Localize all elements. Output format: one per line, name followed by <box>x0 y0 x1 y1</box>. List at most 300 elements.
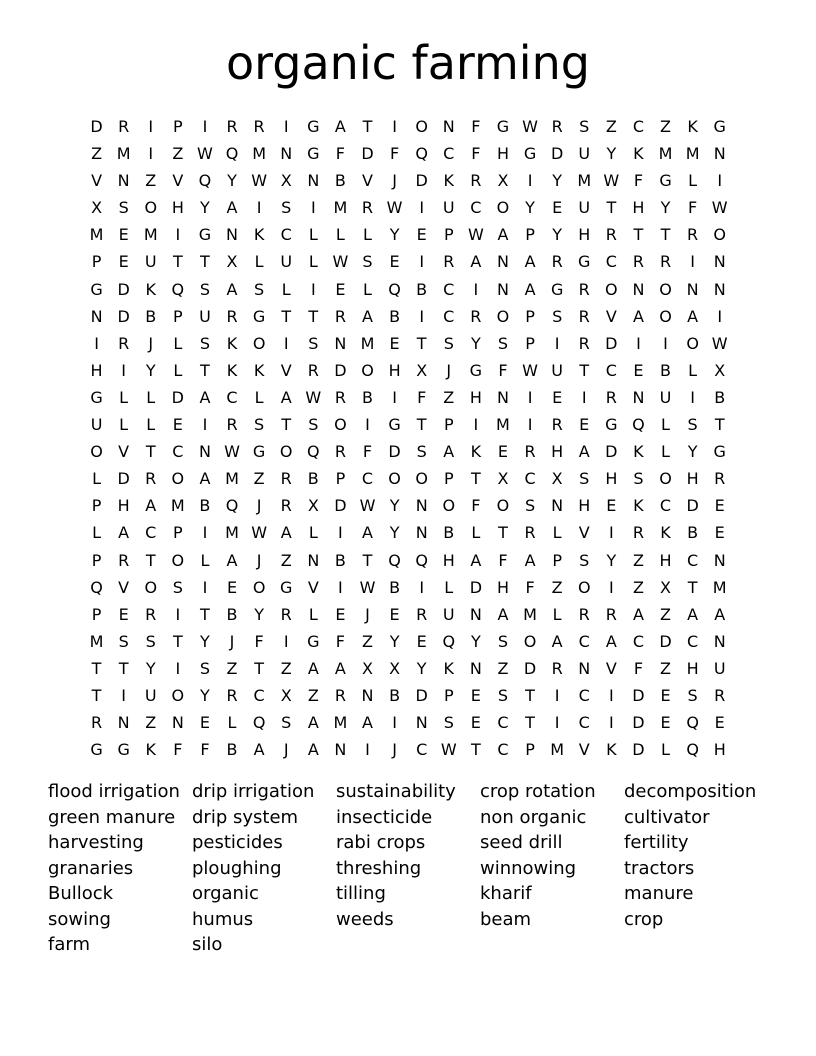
grid-letter[interactable]: J <box>229 631 235 651</box>
grid-letter[interactable]: U <box>199 306 211 326</box>
grid-letter[interactable]: G <box>713 117 726 136</box>
grid-letter[interactable]: M <box>143 225 158 245</box>
grid-letter[interactable]: L <box>200 550 210 570</box>
grid-letter[interactable]: F <box>498 360 508 380</box>
grid-letter[interactable]: T <box>416 333 427 353</box>
grid-letter[interactable]: Z <box>362 631 373 651</box>
grid-letter[interactable]: I <box>473 279 479 299</box>
grid-letter[interactable]: C <box>470 198 482 218</box>
grid-letter[interactable]: S <box>443 713 454 733</box>
grid-letter[interactable]: E <box>497 442 508 462</box>
grid-letter[interactable]: R <box>578 279 590 299</box>
grid-letter[interactable]: H <box>605 469 618 489</box>
grid-letter[interactable]: N <box>632 279 645 299</box>
grid-letter[interactable]: V <box>280 360 292 380</box>
grid-letter[interactable]: D <box>388 442 401 462</box>
grid-letter[interactable]: T <box>362 117 373 136</box>
grid-letter[interactable]: F <box>633 171 644 191</box>
grid-letter[interactable]: A <box>497 604 509 624</box>
grid-letter[interactable]: C <box>145 523 157 543</box>
grid-letter[interactable]: S <box>118 631 129 651</box>
grid-letter[interactable]: F <box>335 631 345 651</box>
grid-letter[interactable]: N <box>415 713 428 733</box>
grid-letter[interactable]: N <box>469 658 482 678</box>
grid-letter[interactable]: L <box>363 225 372 245</box>
grid-letter[interactable]: H <box>578 225 591 245</box>
grid-letter[interactable]: R <box>605 387 617 407</box>
grid-letter[interactable]: I <box>365 740 370 760</box>
grid-letter[interactable]: B <box>687 523 699 543</box>
grid-letter[interactable]: G <box>307 631 320 651</box>
grid-letter[interactable]: X <box>660 577 671 597</box>
grid-letter[interactable]: J <box>148 333 154 353</box>
grid-letter[interactable]: S <box>145 631 156 651</box>
grid-letter[interactable]: G <box>117 740 130 760</box>
grid-letter[interactable]: H <box>632 198 645 218</box>
grid-letter[interactable]: L <box>552 523 562 543</box>
grid-letter[interactable]: I <box>554 685 560 705</box>
grid-letter[interactable]: L <box>444 577 454 597</box>
grid-letter[interactable]: F <box>362 442 373 462</box>
grid-letter[interactable]: D <box>90 117 103 136</box>
grid-letter[interactable]: M <box>89 225 104 245</box>
grid-letter[interactable]: I <box>690 387 695 407</box>
grid-letter[interactable]: N <box>551 496 564 516</box>
grid-letter[interactable]: Y <box>145 658 156 678</box>
grid-letter[interactable]: J <box>283 740 289 760</box>
grid-letter[interactable]: M <box>712 577 727 597</box>
grid-letter[interactable]: U <box>144 685 157 705</box>
grid-letter[interactable]: I <box>121 360 126 380</box>
grid-letter[interactable]: O <box>279 442 293 462</box>
grid-letter[interactable]: B <box>714 387 726 407</box>
grid-letter[interactable]: G <box>90 740 103 760</box>
grid-letter[interactable]: R <box>226 306 238 326</box>
grid-letter[interactable]: I <box>365 415 370 435</box>
grid-letter[interactable]: L <box>254 387 264 407</box>
grid-letter[interactable]: S <box>199 333 210 353</box>
grid-letter[interactable]: S <box>416 442 427 462</box>
grid-letter[interactable]: A <box>145 496 157 516</box>
grid-letter[interactable]: T <box>281 306 292 326</box>
grid-letter[interactable]: A <box>226 279 238 299</box>
grid-letter[interactable]: C <box>687 631 699 651</box>
grid-letter[interactable]: Y <box>389 631 400 651</box>
grid-letter[interactable]: I <box>473 415 479 435</box>
grid-letter[interactable]: M <box>116 144 131 164</box>
grid-letter[interactable]: D <box>523 658 537 678</box>
grid-letter[interactable]: M <box>225 523 239 543</box>
grid-letter[interactable]: O <box>252 333 266 353</box>
grid-letter[interactable]: O <box>605 279 618 299</box>
grid-letter[interactable]: H <box>90 360 103 380</box>
grid-letter[interactable]: A <box>199 469 211 489</box>
grid-letter[interactable]: A <box>551 631 563 651</box>
grid-letter[interactable]: R <box>253 117 265 136</box>
grid-letter[interactable]: N <box>496 387 509 407</box>
grid-letter[interactable]: U <box>144 252 157 272</box>
grid-letter[interactable]: Z <box>605 117 617 136</box>
grid-letter[interactable]: F <box>525 577 535 597</box>
grid-letter[interactable]: O <box>523 631 537 651</box>
grid-letter[interactable]: O <box>144 577 158 597</box>
grid-letter[interactable]: A <box>470 252 482 272</box>
grid-letter[interactable]: W <box>332 252 349 272</box>
grid-letter[interactable]: X <box>280 685 292 705</box>
grid-letter[interactable]: X <box>416 360 428 380</box>
grid-letter[interactable]: I <box>717 306 723 326</box>
grid-letter[interactable]: L <box>308 252 318 272</box>
grid-letter[interactable]: T <box>525 713 535 733</box>
grid-letter[interactable]: C <box>497 713 509 733</box>
grid-letter[interactable]: Z <box>660 604 671 624</box>
grid-letter[interactable]: O <box>496 306 510 326</box>
grid-letter[interactable]: I <box>202 523 208 543</box>
grid-letter[interactable]: E <box>389 333 400 353</box>
grid-letter[interactable]: N <box>442 117 455 136</box>
grid-letter[interactable]: X <box>714 360 726 380</box>
grid-letter[interactable]: B <box>443 523 455 543</box>
grid-letter[interactable]: K <box>660 523 671 543</box>
grid-letter[interactable]: H <box>713 740 726 760</box>
grid-letter[interactable]: F <box>200 740 210 760</box>
grid-letter[interactable]: F <box>389 144 400 164</box>
grid-letter[interactable]: J <box>365 604 370 624</box>
grid-letter[interactable]: Z <box>632 577 644 597</box>
grid-letter[interactable]: A <box>714 604 726 624</box>
grid-letter[interactable]: I <box>527 415 533 435</box>
grid-letter[interactable]: A <box>280 523 292 543</box>
grid-letter[interactable]: K <box>226 360 238 380</box>
grid-letter[interactable]: W <box>522 117 538 136</box>
grid-letter[interactable]: V <box>307 577 319 597</box>
grid-letter[interactable]: Y <box>254 604 264 624</box>
grid-letter[interactable]: G <box>280 577 293 597</box>
grid-letter[interactable]: N <box>334 740 347 760</box>
grid-letter[interactable]: C <box>361 469 374 489</box>
grid-letter[interactable]: R <box>578 333 590 353</box>
grid-letter[interactable]: Z <box>443 387 455 407</box>
grid-letter[interactable]: I <box>175 225 181 245</box>
grid-letter[interactable]: H <box>388 360 401 380</box>
grid-letter[interactable]: D <box>659 631 672 651</box>
grid-letter[interactable]: G <box>252 306 266 326</box>
grid-letter[interactable]: S <box>199 279 210 299</box>
grid-letter[interactable]: W <box>522 360 538 380</box>
grid-letter[interactable]: U <box>442 198 455 218</box>
grid-letter[interactable]: F <box>335 144 345 164</box>
grid-letter[interactable]: T <box>714 415 725 435</box>
grid-letter[interactable]: Z <box>145 171 157 191</box>
grid-letter[interactable]: F <box>173 740 183 760</box>
grid-letter[interactable]: O <box>659 306 672 326</box>
grid-letter[interactable]: K <box>633 144 644 164</box>
grid-letter[interactable]: H <box>496 577 509 597</box>
grid-letter[interactable]: D <box>361 144 374 164</box>
grid-letter[interactable]: W <box>386 198 403 218</box>
grid-letter[interactable]: D <box>550 144 564 164</box>
grid-letter[interactable]: J <box>446 360 452 380</box>
grid-letter[interactable]: R <box>551 252 563 272</box>
grid-letter[interactable]: I <box>419 198 425 218</box>
grid-letter[interactable]: N <box>713 144 726 164</box>
grid-letter[interactable]: W <box>251 523 268 543</box>
grid-letter[interactable]: E <box>714 713 725 733</box>
grid-letter[interactable]: T <box>145 550 156 570</box>
grid-letter[interactable]: I <box>581 387 587 407</box>
grid-letter[interactable]: A <box>226 198 238 218</box>
grid-letter[interactable]: K <box>253 225 265 245</box>
grid-letter[interactable]: N <box>415 523 428 543</box>
grid-letter[interactable]: L <box>92 469 101 489</box>
grid-letter[interactable]: C <box>416 740 428 760</box>
grid-letter[interactable]: T <box>416 415 427 435</box>
grid-letter[interactable]: P <box>443 415 454 435</box>
grid-letter[interactable]: N <box>632 387 645 407</box>
grid-letter[interactable]: A <box>334 117 346 136</box>
grid-letter[interactable]: S <box>579 550 590 570</box>
grid-letter[interactable]: O <box>252 577 266 597</box>
grid-letter[interactable]: B <box>334 171 346 191</box>
grid-letter[interactable]: B <box>145 306 157 326</box>
grid-letter[interactable]: R <box>524 442 536 462</box>
grid-letter[interactable]: R <box>578 604 590 624</box>
grid-letter[interactable]: Z <box>145 713 157 733</box>
grid-letter[interactable]: H <box>117 496 130 516</box>
grid-letter[interactable]: T <box>660 225 671 245</box>
grid-letter[interactable]: T <box>145 442 156 462</box>
grid-letter[interactable]: Z <box>91 144 103 164</box>
grid-letter[interactable]: Y <box>200 631 210 651</box>
grid-letter[interactable]: O <box>496 198 510 218</box>
grid-letter[interactable]: S <box>281 198 292 218</box>
grid-letter[interactable]: O <box>442 496 456 516</box>
grid-letter[interactable]: T <box>172 631 183 651</box>
grid-letter[interactable]: I <box>527 171 533 191</box>
grid-letter[interactable]: B <box>389 306 401 326</box>
grid-letter[interactable]: D <box>117 306 130 326</box>
grid-letter[interactable]: A <box>362 523 373 543</box>
grid-letter[interactable]: I <box>148 144 154 164</box>
grid-letter[interactable]: U <box>90 415 103 435</box>
grid-letter[interactable]: E <box>660 685 671 705</box>
grid-letter[interactable]: O <box>334 415 347 435</box>
grid-letter[interactable]: C <box>443 144 455 164</box>
grid-letter[interactable]: E <box>470 685 481 705</box>
grid-letter[interactable]: I <box>419 306 425 326</box>
grid-letter[interactable]: L <box>173 333 183 353</box>
grid-letter[interactable]: O <box>713 225 726 245</box>
grid-letter[interactable]: I <box>256 198 262 218</box>
grid-letter[interactable]: H <box>551 442 564 462</box>
grid-letter[interactable]: O <box>388 469 401 489</box>
grid-letter[interactable]: Q <box>225 144 239 164</box>
grid-letter[interactable]: P <box>91 252 102 272</box>
grid-letter[interactable]: A <box>443 442 455 462</box>
grid-letter[interactable]: H <box>578 496 591 516</box>
grid-letter[interactable]: M <box>333 713 348 733</box>
grid-letter[interactable]: Q <box>388 550 401 570</box>
grid-letter[interactable]: E <box>470 713 481 733</box>
grid-letter[interactable]: T <box>254 658 264 678</box>
grid-letter[interactable]: X <box>497 469 509 489</box>
grid-letter[interactable]: N <box>117 713 130 733</box>
grid-letter[interactable]: Y <box>200 685 210 705</box>
grid-letter[interactable]: P <box>525 740 535 760</box>
grid-letter[interactable]: C <box>226 387 238 407</box>
grid-letter[interactable]: S <box>497 685 509 705</box>
grid-letter[interactable]: E <box>172 415 183 435</box>
grid-letter[interactable]: A <box>470 550 482 570</box>
grid-letter[interactable]: A <box>118 523 130 543</box>
grid-letter[interactable]: R <box>280 469 292 489</box>
grid-letter[interactable]: Y <box>606 550 617 570</box>
grid-letter[interactable]: V <box>362 171 373 191</box>
grid-letter[interactable]: R <box>118 333 130 353</box>
grid-letter[interactable]: D <box>632 713 645 733</box>
grid-letter[interactable]: Q <box>388 279 401 299</box>
grid-letter[interactable]: P <box>552 550 562 570</box>
grid-letter[interactable]: E <box>416 631 427 651</box>
grid-letter[interactable]: L <box>308 604 318 624</box>
grid-letter[interactable]: I <box>283 333 289 353</box>
grid-letter[interactable]: T <box>470 469 481 489</box>
grid-letter[interactable]: M <box>523 604 537 624</box>
grid-letter[interactable]: S <box>579 117 590 136</box>
grid-letter[interactable]: Q <box>225 496 239 516</box>
grid-letter[interactable]: N <box>226 225 238 245</box>
grid-letter[interactable]: A <box>199 387 211 407</box>
grid-letter[interactable]: L <box>335 225 345 245</box>
grid-letter[interactable]: R <box>118 550 130 570</box>
grid-letter[interactable]: T <box>362 550 373 570</box>
grid-letter[interactable]: C <box>578 713 590 733</box>
grid-letter[interactable]: D <box>415 171 428 191</box>
grid-letter[interactable]: Q <box>252 713 266 733</box>
grid-letter[interactable]: D <box>415 685 428 705</box>
grid-letter[interactable]: B <box>199 496 211 516</box>
grid-letter[interactable]: K <box>606 740 617 760</box>
grid-letter[interactable]: I <box>338 523 343 543</box>
grid-letter[interactable]: I <box>419 577 425 597</box>
grid-letter[interactable]: S <box>254 415 265 435</box>
grid-letter[interactable]: G <box>388 415 401 435</box>
grid-letter[interactable]: G <box>659 171 672 191</box>
grid-letter[interactable]: L <box>308 523 318 543</box>
grid-letter[interactable]: O <box>144 198 158 218</box>
grid-letter[interactable]: A <box>362 306 373 326</box>
grid-letter[interactable]: K <box>443 658 455 678</box>
grid-letter[interactable]: R <box>605 604 617 624</box>
grid-letter[interactable]: C <box>443 306 455 326</box>
grid-letter[interactable]: N <box>686 279 699 299</box>
grid-letter[interactable]: O <box>171 550 185 570</box>
grid-letter[interactable]: Y <box>470 631 481 651</box>
grid-letter[interactable]: M <box>658 144 673 164</box>
grid-letter[interactable]: E <box>389 252 400 272</box>
grid-letter[interactable]: R <box>416 604 428 624</box>
grid-letter[interactable]: N <box>713 279 726 299</box>
grid-letter[interactable]: O <box>686 333 699 353</box>
grid-letter[interactable]: H <box>686 658 699 678</box>
grid-letter[interactable]: S <box>199 658 210 678</box>
grid-letter[interactable]: R <box>334 387 346 407</box>
grid-letter[interactable]: N <box>496 252 509 272</box>
grid-letter[interactable]: E <box>335 279 346 299</box>
grid-letter[interactable]: I <box>608 577 614 597</box>
grid-letter[interactable]: I <box>608 523 614 543</box>
grid-letter[interactable]: Q <box>171 279 185 299</box>
grid-letter[interactable]: Q <box>415 550 428 570</box>
grid-letter[interactable]: Y <box>389 225 400 245</box>
grid-letter[interactable]: U <box>442 604 455 624</box>
grid-letter[interactable]: C <box>605 252 617 272</box>
grid-letter[interactable]: C <box>524 469 536 489</box>
grid-letter[interactable]: R <box>280 496 292 516</box>
grid-letter[interactable]: D <box>632 685 645 705</box>
grid-letter[interactable]: R <box>443 252 455 272</box>
grid-letter[interactable]: R <box>551 658 563 678</box>
grid-letter[interactable]: A <box>687 306 699 326</box>
grid-letter[interactable]: G <box>252 442 266 462</box>
grid-letter[interactable]: J <box>392 740 397 760</box>
grid-letter[interactable]: M <box>496 415 510 435</box>
grid-letter[interactable]: I <box>121 685 126 705</box>
grid-letter[interactable]: X <box>497 171 509 191</box>
grid-letter[interactable]: Q <box>442 631 456 651</box>
grid-letter[interactable]: K <box>226 333 238 353</box>
grid-letter[interactable]: I <box>554 713 560 733</box>
grid-letter[interactable]: Y <box>145 360 156 380</box>
grid-letter[interactable]: L <box>688 360 698 380</box>
grid-letter[interactable]: V <box>605 306 617 326</box>
grid-letter[interactable]: N <box>198 442 211 462</box>
grid-letter[interactable]: R <box>714 685 726 705</box>
grid-letter[interactable]: R <box>578 306 590 326</box>
grid-letter[interactable]: Q <box>307 442 320 462</box>
grid-letter[interactable]: I <box>202 117 208 136</box>
grid-letter[interactable]: B <box>307 469 319 489</box>
grid-letter[interactable]: M <box>360 333 375 353</box>
grid-letter[interactable]: E <box>660 713 671 733</box>
grid-letter[interactable]: Q <box>632 415 645 435</box>
grid-letter[interactable]: M <box>685 144 700 164</box>
grid-letter[interactable]: K <box>633 496 644 516</box>
grid-letter[interactable]: N <box>280 144 293 164</box>
grid-letter[interactable]: Y <box>389 496 400 516</box>
grid-letter[interactable]: R <box>361 198 374 218</box>
grid-letter[interactable]: Y <box>660 198 671 218</box>
grid-letter[interactable]: N <box>415 496 428 516</box>
grid-letter[interactable]: R <box>524 523 536 543</box>
grid-letter[interactable]: P <box>173 523 183 543</box>
grid-letter[interactable]: I <box>392 117 397 136</box>
grid-letter[interactable]: P <box>91 550 102 570</box>
grid-letter[interactable]: A <box>632 306 644 326</box>
grid-letter[interactable]: R <box>90 713 103 733</box>
grid-letter[interactable]: M <box>333 198 348 218</box>
grid-letter[interactable]: H <box>496 144 509 164</box>
grid-letter[interactable]: B <box>389 577 401 597</box>
grid-letter[interactable]: G <box>198 225 212 245</box>
grid-letter[interactable]: X <box>362 658 373 678</box>
grid-letter[interactable]: R <box>470 171 482 191</box>
grid-letter[interactable]: H <box>686 469 699 489</box>
grid-letter[interactable]: O <box>659 469 672 489</box>
grid-letter[interactable]: E <box>118 252 129 272</box>
grid-letter[interactable]: E <box>552 198 563 218</box>
grid-letter[interactable]: V <box>172 171 184 191</box>
